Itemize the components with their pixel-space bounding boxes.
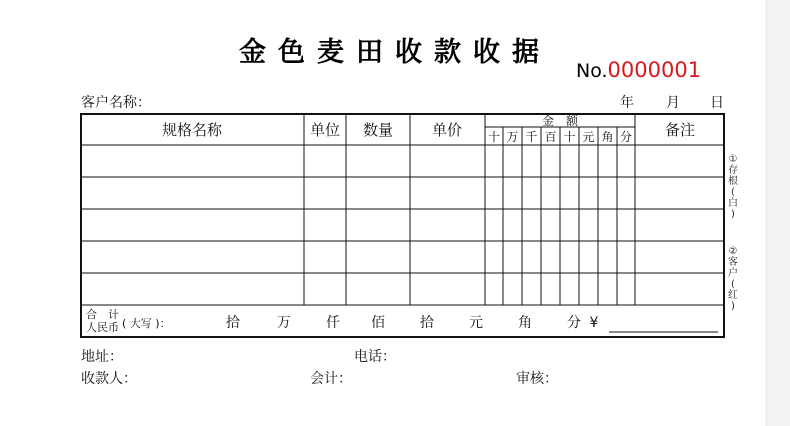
copy-note-char: 根 <box>728 176 738 187</box>
receipt-number-value: 0000001 <box>607 58 702 82</box>
copy-note-char: ) <box>731 209 735 220</box>
copy-note-char: ( <box>731 187 735 198</box>
header-spec-name: 规格名称 <box>161 121 223 139</box>
receipt-table <box>80 113 725 338</box>
address-label: 地址： <box>81 349 123 365</box>
copy-note-char: ② <box>728 246 738 257</box>
copy-note-stub <box>727 154 739 220</box>
total-unit-label: 角 <box>518 315 532 331</box>
copy-note-char: ( <box>731 279 735 290</box>
total-unit-label: 佰 <box>371 315 385 331</box>
header-remarks: 备注 <box>664 121 696 139</box>
total-unit-label: 万 <box>277 315 291 331</box>
receipt-number <box>576 58 701 82</box>
amount-digit-label: 千 <box>525 130 538 144</box>
accountant-label: 会计： <box>310 371 352 387</box>
header-quantity: 数量 <box>362 121 394 139</box>
currency-symbol: ¥ <box>589 315 599 331</box>
payee-label: 收款人： <box>81 371 137 387</box>
total-unit-label: 拾 <box>226 315 240 331</box>
header-amount: 金 额 <box>541 114 579 128</box>
total-label-suffix: ( 大写 )： <box>122 317 171 330</box>
total-unit-label: 分 <box>567 315 581 331</box>
reviewer-label: 审核： <box>516 371 558 387</box>
table-outer-border <box>81 114 724 337</box>
copy-note-char: ) <box>731 301 735 312</box>
total-unit-label: 拾 <box>420 315 434 331</box>
total-unit-label: 仟 <box>326 315 340 331</box>
customer-name-label: 客户名称： <box>81 95 151 111</box>
receipt-number-prefix: No. <box>576 60 608 82</box>
total-unit-label: 元 <box>469 315 483 331</box>
copy-note-char: 存 <box>728 165 738 176</box>
date-day-label: 日 <box>710 95 724 111</box>
header-unit-price: 单价 <box>431 121 463 139</box>
copy-note-char: 客 <box>728 257 738 268</box>
date-month-label: 月 <box>666 95 680 111</box>
copy-note-char: 户 <box>728 268 738 279</box>
amount-digit-label: 百 <box>544 130 557 144</box>
total-label-line2: 人民币 <box>86 321 119 334</box>
phone-label: 电话： <box>354 349 396 365</box>
date-year-label: 年 <box>620 95 634 111</box>
copy-note-customer <box>727 246 739 312</box>
amount-digit-label: 分 <box>619 130 633 144</box>
total-label-line1: 合 计 <box>86 308 119 321</box>
amount-digit-label: 十 <box>487 130 501 144</box>
header-unit: 单位 <box>309 121 341 139</box>
copy-note-char: 白 <box>728 198 738 209</box>
amount-digit-label: 角 <box>601 130 614 144</box>
amount-digit-label: 元 <box>582 130 595 144</box>
copy-note-char: ① <box>728 154 738 165</box>
copy-note-char: 红 <box>728 290 738 301</box>
amount-digit-label: 十 <box>563 130 576 144</box>
receipt-title: 金色麦田收款收据 <box>239 37 551 68</box>
amount-digit-label: 万 <box>506 130 519 144</box>
